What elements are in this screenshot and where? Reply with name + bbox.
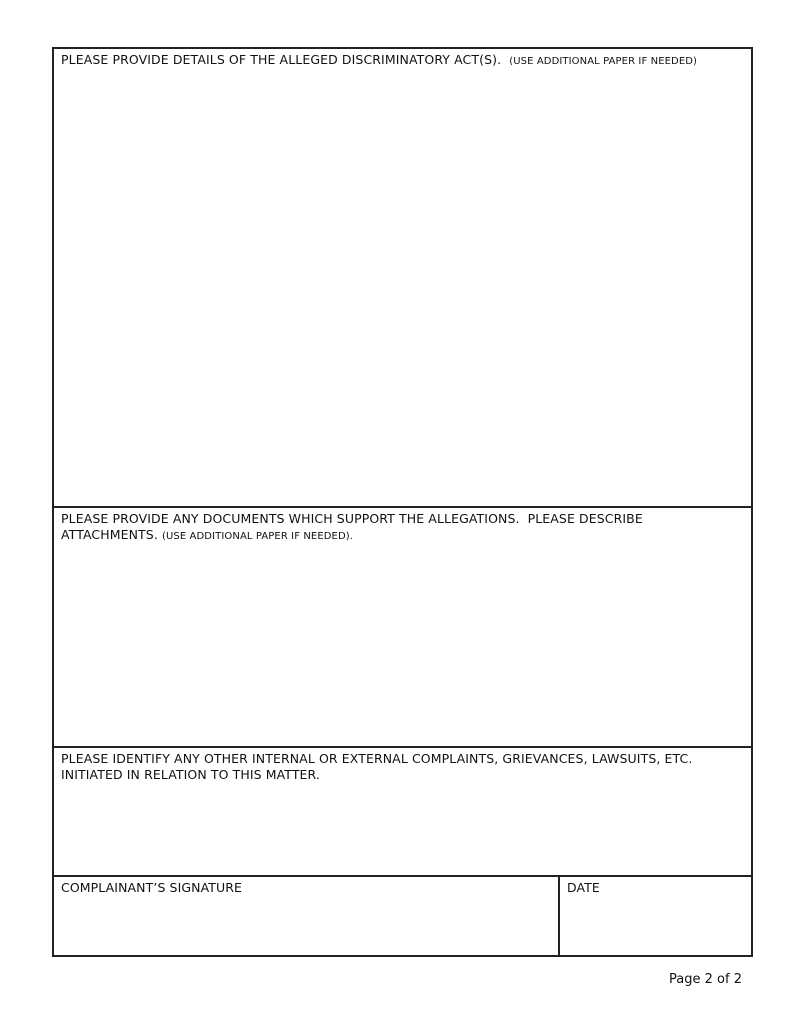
- documents-question-line1b: PLEASE DESCRIBE: [527, 511, 643, 526]
- complaint-form-page: [52, 47, 753, 957]
- date-cell[interactable]: [560, 877, 751, 957]
- documents-write-area[interactable]: [54, 548, 751, 746]
- documents-label: [61, 511, 741, 545]
- complaints-question-line2: INITIATED IN RELATION TO THIS MATTER.: [61, 767, 320, 782]
- page-number: Page 2 of 2: [669, 972, 742, 987]
- details-note: (USE ADDITIONAL PAPER IF NEEDED): [509, 56, 698, 67]
- date-label: DATE: [567, 880, 600, 895]
- complaints-label: [61, 751, 741, 783]
- documents-question-line2: ATTACHMENTS.: [61, 527, 158, 542]
- documents-note: (USE ADDITIONAL PAPER IF NEEDED).: [161, 531, 354, 542]
- complaints-write-area[interactable]: [54, 788, 751, 875]
- documents-question-line1: PLEASE PROVIDE ANY DOCUMENTS WHICH SUPPORT THE ALLEGATIONS.: [61, 511, 520, 526]
- complaints-question-line1: PLEASE IDENTIFY ANY OTHER INTERNAL OR EXTERNAL COMPLAINTS, GRIEVANCES, LAWSUITS, ETC.: [61, 751, 693, 766]
- details-write-area[interactable]: [54, 73, 751, 506]
- signature-cell[interactable]: [54, 877, 560, 957]
- signature-label: COMPLAINANT’S SIGNATURE: [61, 880, 243, 895]
- complaints-section: [54, 746, 751, 875]
- details-section: [54, 49, 751, 506]
- details-label: [61, 52, 741, 70]
- documents-section: [54, 506, 751, 746]
- details-question: PLEASE PROVIDE DETAILS OF THE ALLEGED DISCRIMINATORY ACT(S).: [61, 52, 502, 67]
- signature-row: [54, 875, 751, 957]
